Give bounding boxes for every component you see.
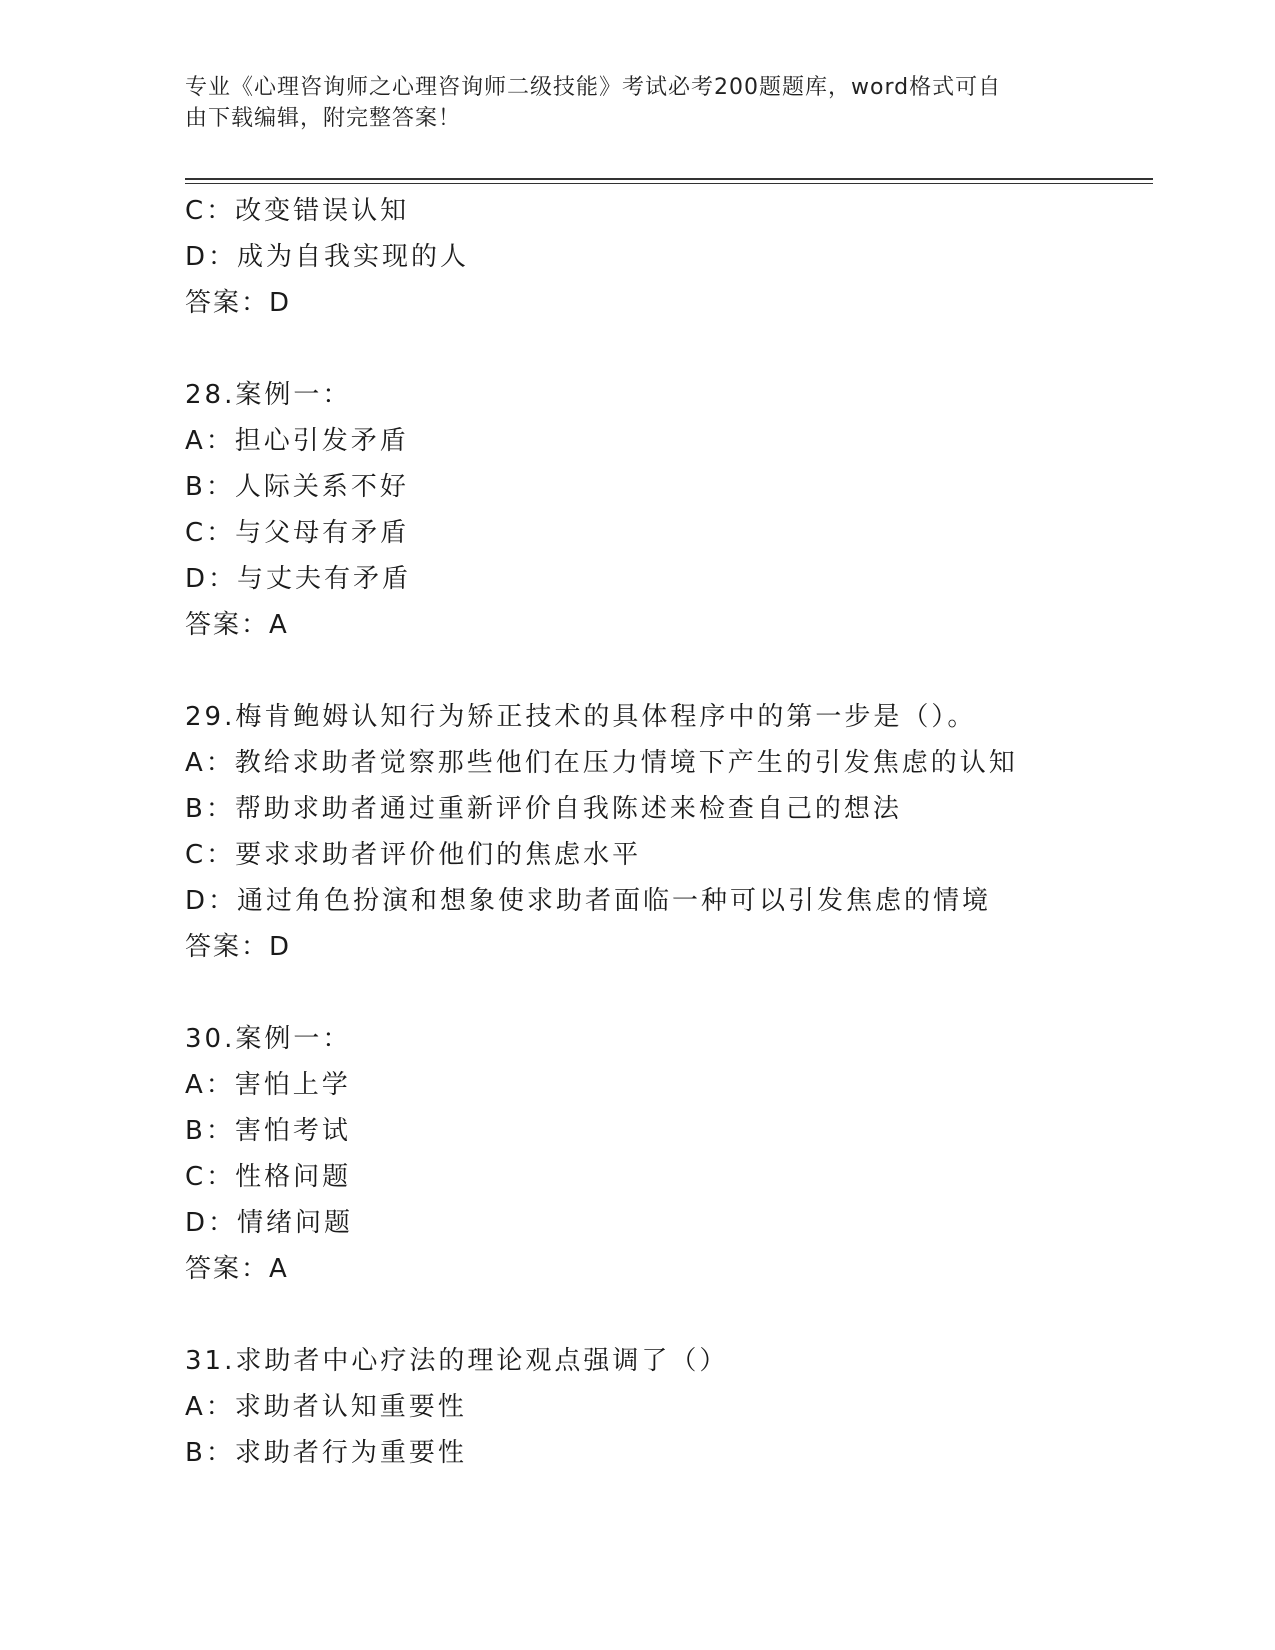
option-a: A：害怕上学	[185, 1070, 351, 1100]
option-d: D：情绪问题	[185, 1208, 354, 1238]
option-a: A：求助者认知重要性	[185, 1392, 467, 1422]
option-b: B：求助者行为重要性	[185, 1438, 467, 1468]
answer-line: 答案：D	[185, 932, 292, 962]
spacer	[185, 326, 1153, 372]
option-b: B：人际关系不好	[185, 472, 409, 502]
question-27-continuation	[185, 188, 1153, 326]
question-28	[185, 372, 1153, 648]
header-divider-thick	[185, 178, 1153, 180]
spacer	[185, 648, 1153, 694]
question-29	[185, 694, 1153, 970]
option-c: C：与父母有矛盾	[185, 518, 410, 548]
answer-line: 答案：A	[185, 610, 289, 640]
question-stem: 30.案例一：	[185, 1024, 352, 1054]
option-c: C：性格问题	[185, 1162, 352, 1192]
question-stem: 31.求助者中心疗法的理论观点强调了（）	[185, 1346, 729, 1376]
question-31	[185, 1338, 1153, 1476]
option-a: A：教给求助者觉察那些他们在压力情境下产生的引发焦虑的认知	[185, 748, 1018, 778]
question-30	[185, 1016, 1153, 1292]
option-d: D：与丈夫有矛盾	[185, 564, 412, 594]
header-line-2: 由下载编辑，附完整答案！	[185, 106, 462, 131]
option-b: B：帮助求助者通过重新评价自我陈述来检查自己的想法	[185, 794, 902, 824]
question-list	[185, 188, 1153, 1476]
question-stem: 29.梅肯鲍姆认知行为矫正技术的具体程序中的第一步是（）。	[185, 702, 977, 732]
option-c: C：改变错误认知	[185, 196, 410, 226]
header-line-1: 专业《心理咨询师之心理咨询师二级技能》考试必考200题题库，word格式可自	[185, 75, 1002, 100]
option-a: A：担心引发矛盾	[185, 426, 409, 456]
header-divider-thin	[185, 183, 1153, 184]
question-stem: 28.案例一：	[185, 380, 352, 410]
option-d: D：通过角色扮演和想象使求助者面临一种可以引发焦虑的情境	[185, 886, 992, 916]
answer-line: 答案：A	[185, 1254, 289, 1284]
option-c: C：要求求助者评价他们的焦虑水平	[185, 840, 642, 870]
spacer	[185, 1292, 1153, 1338]
document-header	[185, 72, 1065, 134]
answer-line: 答案：D	[185, 288, 292, 318]
option-b: B：害怕考试	[185, 1116, 351, 1146]
option-d: D：成为自我实现的人	[185, 242, 470, 272]
spacer	[185, 970, 1153, 1016]
